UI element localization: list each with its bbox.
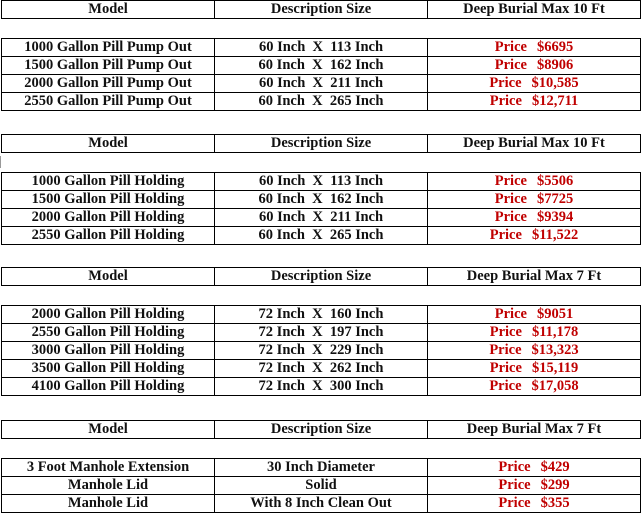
price-value: $15,119: [531, 360, 579, 376]
price-cell: [428, 477, 641, 495]
price-cell: [428, 459, 641, 477]
cursor-mark: [0, 156, 1, 168]
price-label: Price: [498, 459, 531, 475]
product-table: [1, 172, 641, 245]
price-value: $5506: [536, 173, 574, 189]
table-row: [2, 191, 641, 209]
price-value: $11,522: [531, 227, 579, 243]
section-header-table: [1, 420, 641, 439]
price-cell: [428, 39, 641, 57]
size-cell: With 8 Inch Clean Out: [215, 495, 428, 513]
size-cell: 30 Inch Diameter: [215, 459, 428, 477]
table-row: [2, 477, 641, 495]
table-row: [2, 57, 641, 75]
model-cell: 1500 Gallon Pill Holding: [2, 191, 215, 209]
model-cell: Manhole Lid: [2, 495, 215, 513]
price-label: Price: [489, 324, 522, 340]
model-cell: 2550 Gallon Pill Holding: [2, 227, 215, 245]
size-cell: 72 Inch X 300 Inch: [215, 378, 428, 396]
price-cell: [428, 191, 641, 209]
price-label: Price: [494, 39, 527, 55]
price-value: $9051: [536, 306, 574, 322]
table-row: [2, 324, 641, 342]
table-row: [2, 495, 641, 513]
price-value: $12,711: [531, 93, 579, 109]
price-label: Price: [494, 306, 527, 322]
section-header-table: [1, 134, 641, 153]
size-cell: 72 Inch X 197 Inch: [215, 324, 428, 342]
price-value: $429: [540, 459, 570, 475]
header-model: Model: [2, 268, 215, 286]
header-deep-burial: Deep Burial Max 10 Ft: [428, 135, 641, 153]
price-label: Price: [489, 227, 522, 243]
size-cell: 60 Inch X 162 Inch: [215, 191, 428, 209]
product-table: [1, 38, 641, 111]
price-value: $10,585: [531, 75, 579, 91]
price-value: $9394: [536, 209, 574, 225]
price-label: Price: [494, 173, 527, 189]
size-cell: 72 Inch X 229 Inch: [215, 342, 428, 360]
size-cell: 60 Inch X 211 Inch: [215, 209, 428, 227]
price-label: Price: [489, 378, 522, 394]
table-row: [2, 306, 641, 324]
price-cell: [428, 495, 641, 513]
table-row: [2, 342, 641, 360]
header-description-size: Description Size: [215, 268, 428, 286]
table-row: [2, 173, 641, 191]
header-row: [2, 421, 641, 439]
price-cell: [428, 324, 641, 342]
header-deep-burial: Deep Burial Max 7 Ft: [428, 268, 641, 286]
header-row: [2, 135, 641, 153]
header-row: [2, 268, 641, 286]
product-table: [1, 305, 641, 396]
price-value: $17,058: [531, 378, 579, 394]
product-table: [1, 458, 641, 513]
table-row: [2, 227, 641, 245]
price-value: $355: [540, 495, 570, 511]
price-label: Price: [494, 191, 527, 207]
size-cell: 72 Inch X 160 Inch: [215, 306, 428, 324]
header-deep-burial: Deep Burial Max 7 Ft: [428, 421, 641, 439]
price-value: $6695: [536, 39, 574, 55]
table-row: [2, 93, 641, 111]
header-deep-burial: Deep Burial Max 10 Ft: [428, 1, 641, 19]
price-cell: [428, 173, 641, 191]
section-header-table: [1, 267, 641, 286]
price-cell: [428, 306, 641, 324]
price-cell: [428, 57, 641, 75]
model-cell: 3 Foot Manhole Extension: [2, 459, 215, 477]
model-cell: 1500 Gallon Pill Pump Out: [2, 57, 215, 75]
price-label: Price: [494, 209, 527, 225]
model-cell: 4100 Gallon Pill Holding: [2, 378, 215, 396]
price-value: $13,323: [531, 342, 579, 358]
model-cell: 3500 Gallon Pill Holding: [2, 360, 215, 378]
header-description-size: Description Size: [215, 421, 428, 439]
price-cell: [428, 227, 641, 245]
model-cell: 2000 Gallon Pill Holding: [2, 306, 215, 324]
price-label: Price: [489, 360, 522, 376]
size-cell: 60 Inch X 211 Inch: [215, 75, 428, 93]
size-cell: 60 Inch X 113 Inch: [215, 39, 428, 57]
price-value: $7725: [536, 191, 574, 207]
model-cell: 3000 Gallon Pill Holding: [2, 342, 215, 360]
header-description-size: Description Size: [215, 135, 428, 153]
price-value: $11,178: [531, 324, 579, 340]
table-row: [2, 459, 641, 477]
price-cell: [428, 378, 641, 396]
price-label: Price: [489, 342, 522, 358]
header-description-size: Description Size: [215, 1, 428, 19]
table-row: [2, 39, 641, 57]
price-label: Price: [498, 495, 531, 511]
table-row: [2, 378, 641, 396]
model-cell: 2550 Gallon Pill Pump Out: [2, 93, 215, 111]
header-row: [2, 1, 641, 19]
size-cell: 60 Inch X 113 Inch: [215, 173, 428, 191]
price-label: Price: [489, 93, 522, 109]
size-cell: 60 Inch X 162 Inch: [215, 57, 428, 75]
price-value: $299: [540, 477, 570, 493]
table-row: [2, 360, 641, 378]
price-cell: [428, 209, 641, 227]
model-cell: 2000 Gallon Pill Pump Out: [2, 75, 215, 93]
header-model: Model: [2, 1, 215, 19]
price-cell: [428, 75, 641, 93]
price-label: Price: [498, 477, 531, 493]
price-value: $8906: [536, 57, 574, 73]
model-cell: 1000 Gallon Pill Pump Out: [2, 39, 215, 57]
size-cell: Solid: [215, 477, 428, 495]
size-cell: 60 Inch X 265 Inch: [215, 93, 428, 111]
price-label: Price: [494, 57, 527, 73]
model-cell: 1000 Gallon Pill Holding: [2, 173, 215, 191]
price-cell: [428, 342, 641, 360]
model-cell: 2000 Gallon Pill Holding: [2, 209, 215, 227]
section-header-table: [1, 0, 641, 19]
size-cell: 60 Inch X 265 Inch: [215, 227, 428, 245]
price-cell: [428, 360, 641, 378]
size-cell: 72 Inch X 262 Inch: [215, 360, 428, 378]
price-label: Price: [489, 75, 522, 91]
table-row: [2, 75, 641, 93]
model-cell: Manhole Lid: [2, 477, 215, 495]
price-cell: [428, 93, 641, 111]
table-row: [2, 209, 641, 227]
model-cell: 2550 Gallon Pill Holding: [2, 324, 215, 342]
header-model: Model: [2, 421, 215, 439]
header-model: Model: [2, 135, 215, 153]
